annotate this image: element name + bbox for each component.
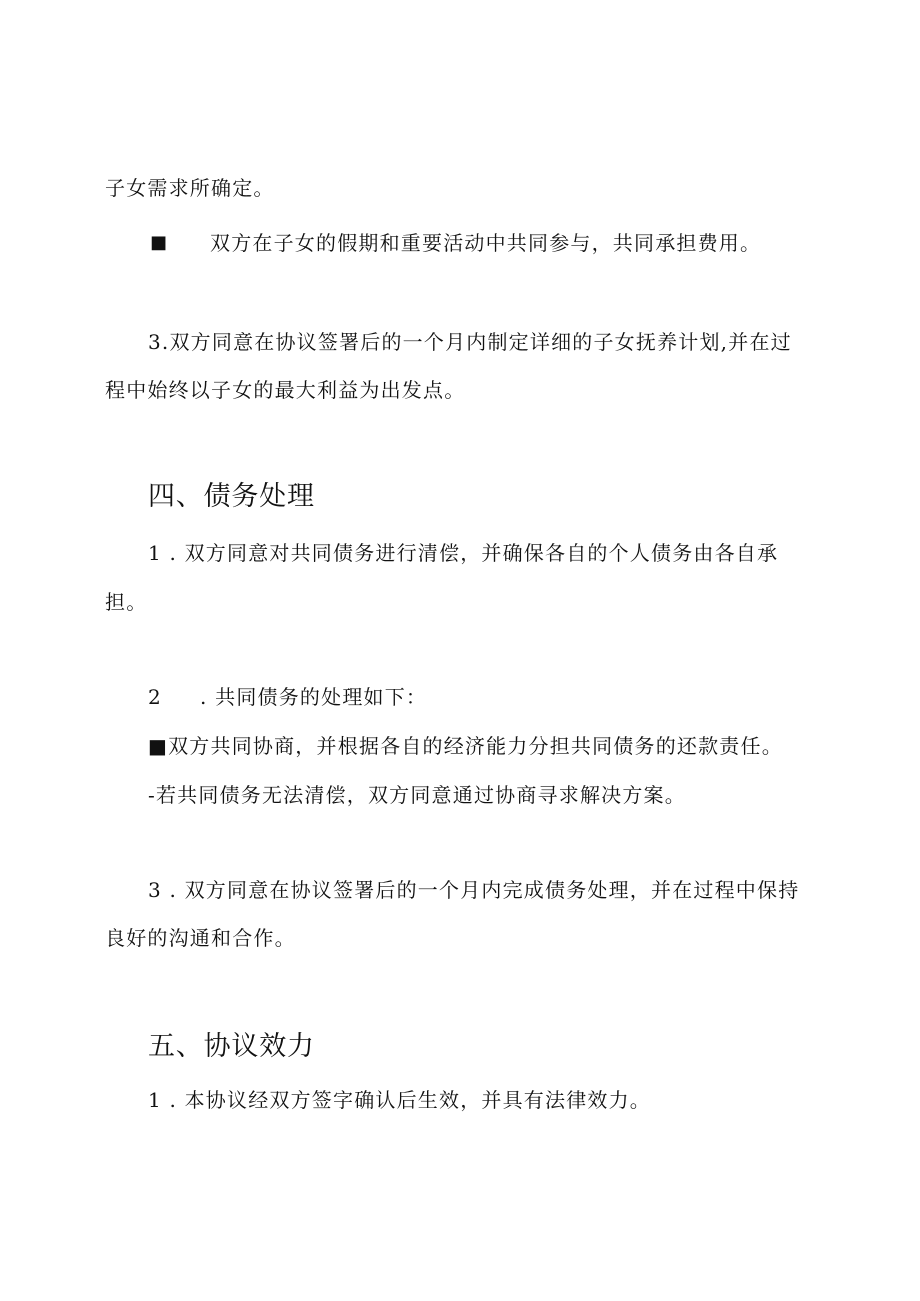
- section-four-item-2-number: 2: [148, 685, 162, 709]
- section-four-item-2-text: . 共同债务的处理如下：: [200, 685, 428, 709]
- section-five-heading: 五、协议效力: [148, 1031, 315, 1062]
- section-five-item-1: 1 . 本协议经双方签字确认后生效，并具有法律效力。: [148, 1088, 651, 1112]
- section-four-heading: 四、债务处理: [148, 481, 315, 512]
- section-four-item-3-line-2: 良好的沟通和合作。: [105, 926, 296, 950]
- section-three-bullet-text: 双方在子女的假期和重要活动中共同参与，共同承担费用。: [210, 231, 762, 255]
- section-four-item-3-line-1: 3 . 双方同意在协议签署后的一个月内完成债务处理，并在过程中保持: [148, 878, 800, 902]
- section-four-item-2-sub-2: -若共同债务无法清偿，双方同意通过协商寻求解决方案。: [148, 783, 686, 807]
- section-four-item-1-line-2: 担。: [105, 590, 148, 614]
- section-four-item-2-sub-1: ■双方共同协商，并根据各自的经济能力分担共同债务的还款责任。: [148, 734, 783, 758]
- section-three-item-3-line-2: 程中始终以子女的最大利益为出发点。: [105, 378, 466, 402]
- section-three-item-3-line-1: 3.双方同意在协议签署后的一个月内制定详细的子女抚养计划,并在过: [148, 330, 792, 354]
- section-four-item-1-line-1: 1 . 双方同意对共同债务进行清偿，并确保各自的个人债务由各自承: [148, 541, 779, 565]
- bullet-square-icon: ■: [150, 232, 168, 253]
- section-three-text-tail: 子女需求所确定。: [105, 176, 275, 200]
